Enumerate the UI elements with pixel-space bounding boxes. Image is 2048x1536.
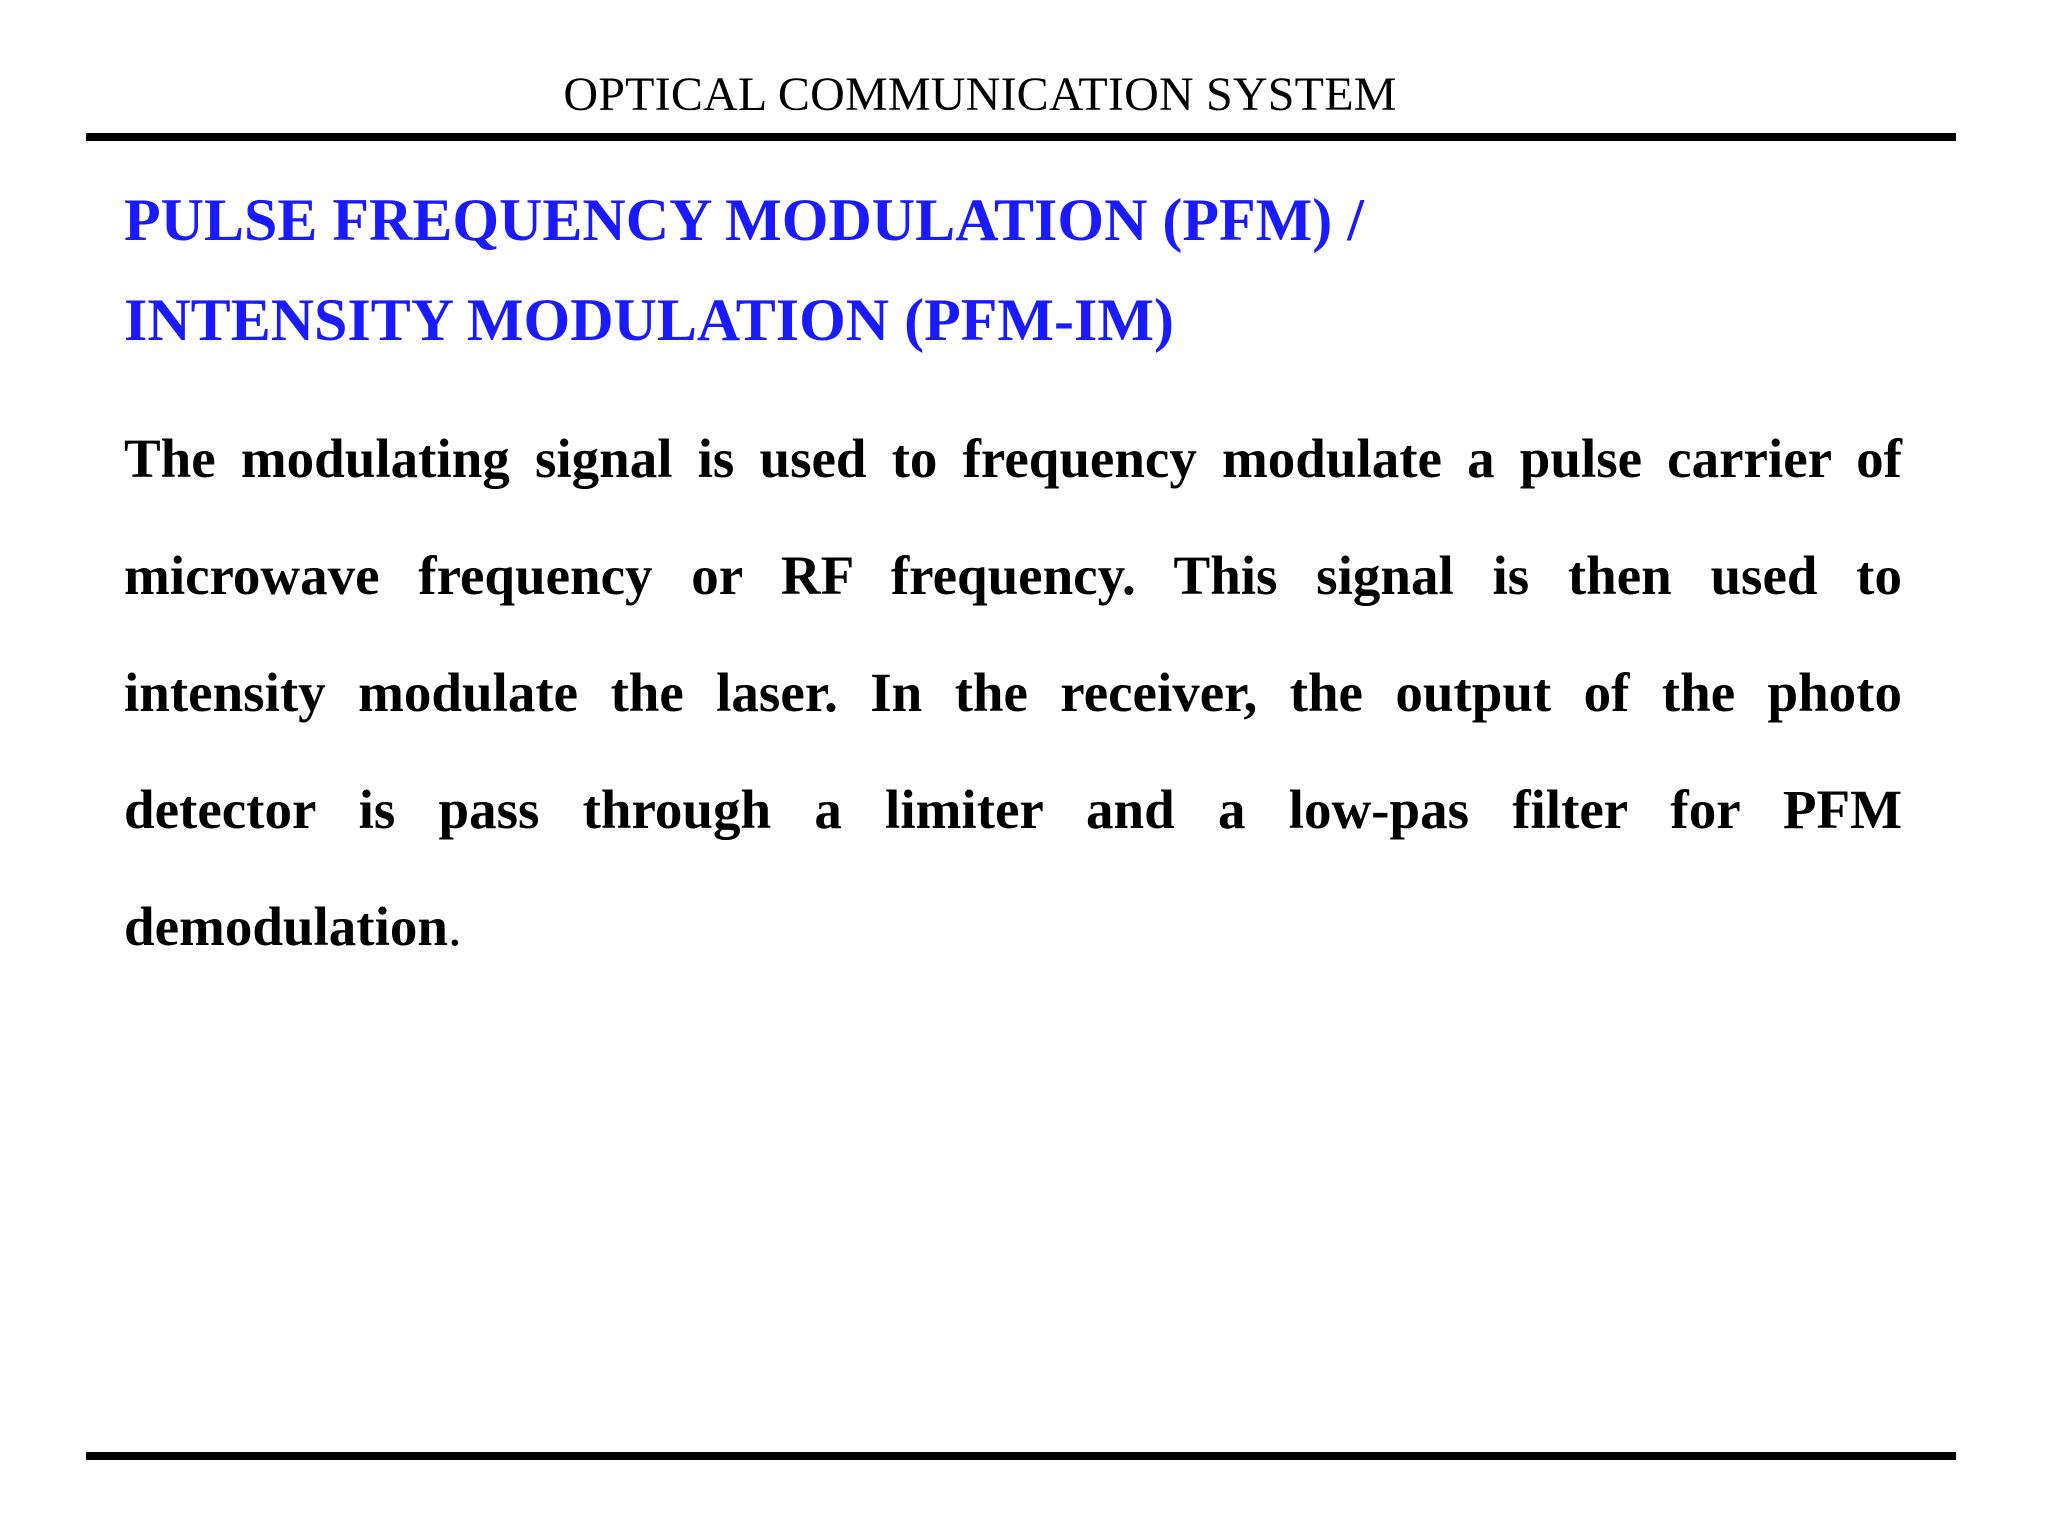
body-line-5-period: . <box>447 896 462 957</box>
body-line-5 <box>124 868 1902 985</box>
body-line-5-text: demodulation <box>124 896 448 957</box>
body-line-2: microwave frequency or RF frequency. This signal is then used to <box>124 545 1902 606</box>
header-title: OPTICAL COMMUNICATION SYSTEM <box>563 68 1397 121</box>
body-line-3: intensity modulate the laser. In the receiver, the output of the photo <box>124 662 1902 723</box>
body-line-1: The modulating signal is used to frequency modulate a pulse carrier of <box>124 428 1902 489</box>
body-paragraph <box>124 400 1902 985</box>
bottom-divider <box>86 1452 1956 1460</box>
slide-title-line-1: PULSE FREQUENCY MODULATION (PFM) / <box>124 187 1364 253</box>
top-divider <box>86 133 1956 141</box>
slide-title <box>124 170 1824 370</box>
body-line-4: detector is pass through a limiter and a low-pas filter for PFM <box>124 779 1902 840</box>
slide-title-line-2: INTENSITY MODULATION (PFM-IM) <box>124 287 1174 353</box>
